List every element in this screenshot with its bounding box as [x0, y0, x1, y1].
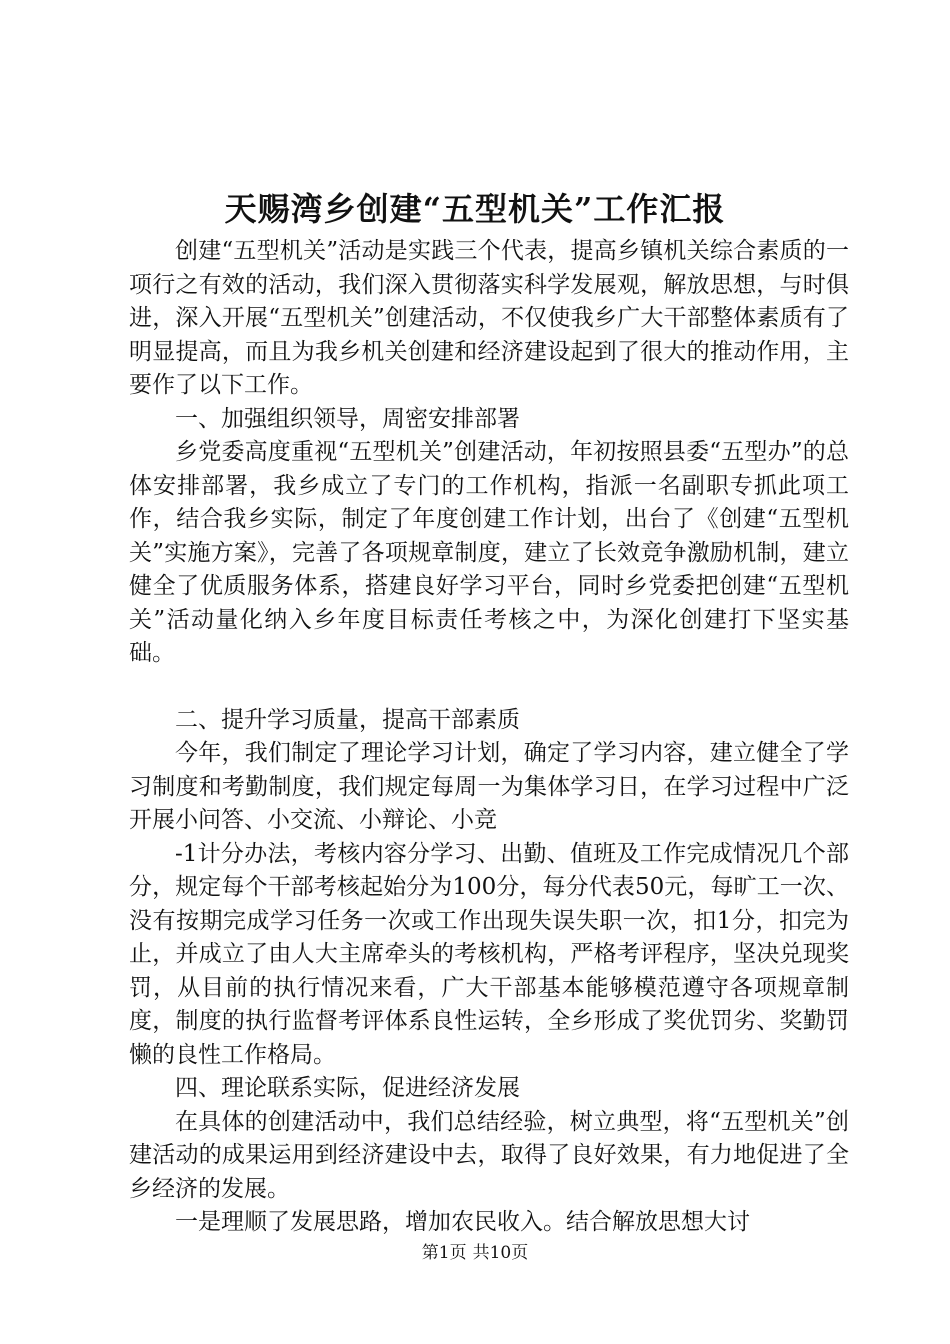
section-2-paragraph: 今年，我们制定了理论学习计划，确定了学习内容，建立健全了学习制度和考勤制度，我们规定每周一为集体学习日，在学习过程中广泛开展小问答、小交流、小辩论、小竞 — [129, 740, 849, 833]
intro-paragraph: 创建“五型机关”活动是实践三个代表，提高乡镇机关综合素质的一项行之有效的活动，我们深入贯彻落实科学发展观，解放思想，与时俱进，深入开展“五型机关”创建活动，不仅使我乡广大干部整体素质有了明显提高，而且为我乡机关创建和经济建设起到了很大的推动作用，主要作了以下工作。 — [129, 238, 849, 398]
scoring-paragraph: -1计分办法，考核内容分学习、出勤、值班及工作完成情况几个部分，规定每个干部考核起始分为100分，每分代表50元，每旷工一次、没有按期完成学习任务一次或工作出现失误失职一次，扣1分，扣完为止，并成立了由人大主席牵头的考核机构，严格考评程序，坚决兑现奖罚，从目前的执行情况来看，广大干部基本能够模范遵守各项规章制度，制度的执行监督考评体系良性运转，全乡形成了奖优罚劣、奖勤罚懒的良性工作格局。 — [129, 840, 849, 1068]
page-footer — [0, 1241, 950, 1265]
section-1-paragraph: 乡党委高度重视“五型机关”创建活动，年初按照县委“五型办”的总体安排部署，我乡成立了专门的工作机构，指派一名副职专抓此项工作，结合我乡实际，制定了年度创建工作计划，出台了《创建“五型机关”实施方案》，完善了各项规章制度，建立了长效竞争激励机制，建立健全了优质服务体系，搭建良好学习平台，同时乡党委把创建“五型机关”活动量化纳入乡年度目标责任考核之中，为深化创建打下坚实基础。 — [129, 439, 849, 666]
paragraph-gap — [129, 671, 849, 704]
section-heading-2: 二、提升学习质量，提高干部素质 — [175, 706, 520, 733]
document-title: 天赐湾乡创建“五型机关”工作汇报 — [224, 190, 726, 228]
section-heading-1: 一、加强组织领导，周密安排部署 — [175, 405, 520, 432]
document-body — [129, 235, 849, 1240]
page-total: 共10页 — [472, 1243, 529, 1263]
page-number: 第1页 — [421, 1243, 467, 1263]
section-heading-4: 四、理论联系实际，促进经济发展 — [175, 1075, 520, 1101]
section-4-paragraph: 在具体的创建活动中，我们总结经验，树立典型，将“五型机关”创建活动的成果运用到经济建设中去，取得了良好效果，有力地促进了全乡经济的发展。 — [129, 1108, 849, 1202]
item-1-paragraph: 一是理顺了发展思路，增加农民收入。结合解放思想大讨 — [175, 1209, 750, 1235]
